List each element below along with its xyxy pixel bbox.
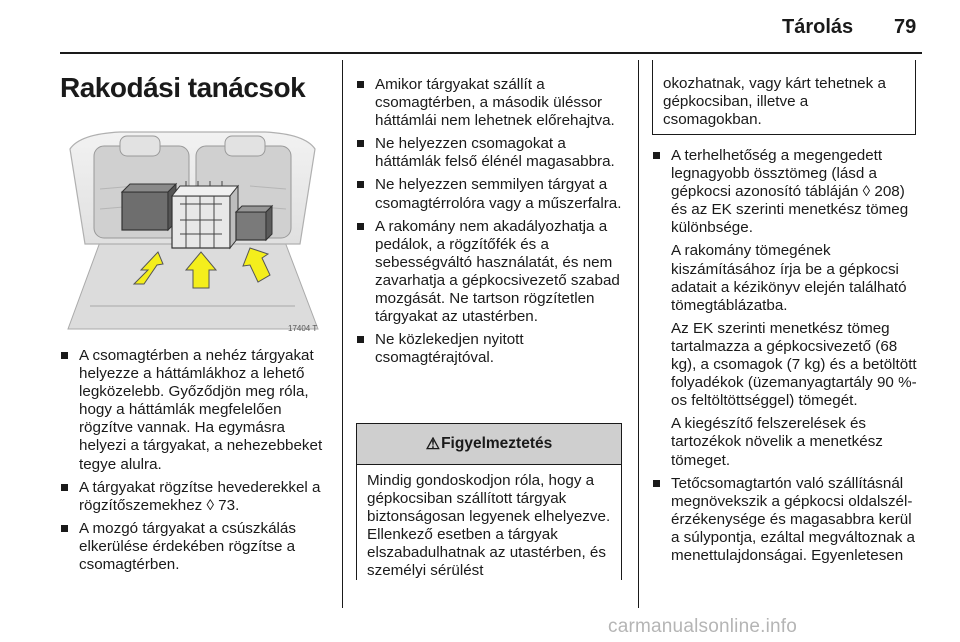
warning-box — [356, 423, 622, 580]
warning-box-continued: okozhatnak, vagy kárt tehetnek a gépkocsiban, illetve a csomagokban. — [652, 60, 916, 135]
section-title: Rakodási tanácsok — [60, 72, 306, 103]
column-divider — [342, 60, 343, 608]
list-item: A rakomány nem akadályozhatja a pedálok, a rögzítőfék és a sebességváltó használatát, és nem zavarhatja a gépkocsivezető szabad mozgását. Ne tartson rögzítetlen tárgyakat az utastérben. — [356, 218, 628, 327]
box-right — [236, 212, 266, 240]
list-item: A mozgó tárgyakat a csúszkálás elkerülése érdekében rögzítse a csomagtérben. — [60, 520, 330, 574]
list-item: Ne helyezzen semmilyen tárgyat a csomagtérrolóra vagy a műszerfalra. — [356, 176, 628, 212]
list-item: A csomagtérben a nehéz tárgyakat helyezze a háttámlákhoz a lehető legközelebb. Győződjön meg róla, hogy a háttámlák megfelelően rögzítve vannak. Ha egymásra helyezi a tárgyakat, a nehezebbeket tegye alulra. — [60, 347, 330, 474]
list-item: A tárgyakat rögzítse hevederekkel a rögzítőszemekhez ◊ 73. — [60, 479, 330, 515]
warning-text: Mindig gondoskodjon róla, hogy a gépkocsiban szállított tárgyak biztonságosan legyenek elhelyezve. Ellenkező esetben a tárgyak elszabadulhatnak az utastérben, és személyi sérülést — [367, 472, 611, 580]
list-item: Tetőcsomagtartón való szállításnál megnövekszik a gépkocsi oldalszél-érzékenysége és magasabbra kerül a súlypontja, ezáltal megváltoznak a menettulajdonságai. Egyenletesen — [652, 475, 924, 565]
list-item: Ne helyezzen csomagokat a háttámlák felső élénél magasabbra. — [356, 135, 628, 171]
list-item: A terhelhetőség a megengedett legnagyobb össztömeg (lásd a gépkocsi azonosító tábláján ◊ 208) és az EK szerinti menetkész tömeg különbsége. — [652, 147, 924, 237]
cargo-loading-illustration — [60, 124, 325, 334]
column-2 — [356, 76, 628, 372]
paragraph: A kiegészítő felszerelések és tartozékok növelik a menetkész tömeget. — [671, 415, 883, 469]
list-item: Amikor tárgyakat szállít a csomagtérben, a második üléssor háttámlái nem lehetnek előrehajtva. — [356, 76, 628, 130]
paragraph: Az EK szerinti menetkész tömeg tartalmazza a gépkocsivezető (68 kg), a csomagok (7 kg) és a betöltött folyadékok (üzemanyagtartály 90 %-os feltöltöttséggel) tömegét. — [671, 319, 917, 410]
column-3 — [652, 147, 924, 570]
list-item: Ne közlekedjen nyitott csomagtérajtóval. — [356, 331, 628, 367]
watermark: carmanualsonline.info — [608, 616, 798, 637]
headrest-right — [225, 136, 265, 156]
box-left — [122, 192, 168, 230]
warning-title: Figyelmeztetés — [441, 435, 553, 452]
headrest-left — [120, 136, 160, 156]
header-rule — [60, 52, 922, 54]
paragraph: A rakomány tömegének kiszámításához írja be a gépkocsi adatait a kézikönyv elején található tömegtáblázatba. — [671, 242, 907, 314]
warning-header — [357, 424, 621, 465]
column-divider — [638, 60, 639, 608]
running-header-title: Tárolás — [782, 16, 854, 38]
warning-icon: ⚠ — [425, 436, 441, 453]
figure-id: 17404 T — [288, 324, 318, 333]
column-1 — [60, 347, 330, 579]
page-number: 79 — [894, 16, 917, 38]
